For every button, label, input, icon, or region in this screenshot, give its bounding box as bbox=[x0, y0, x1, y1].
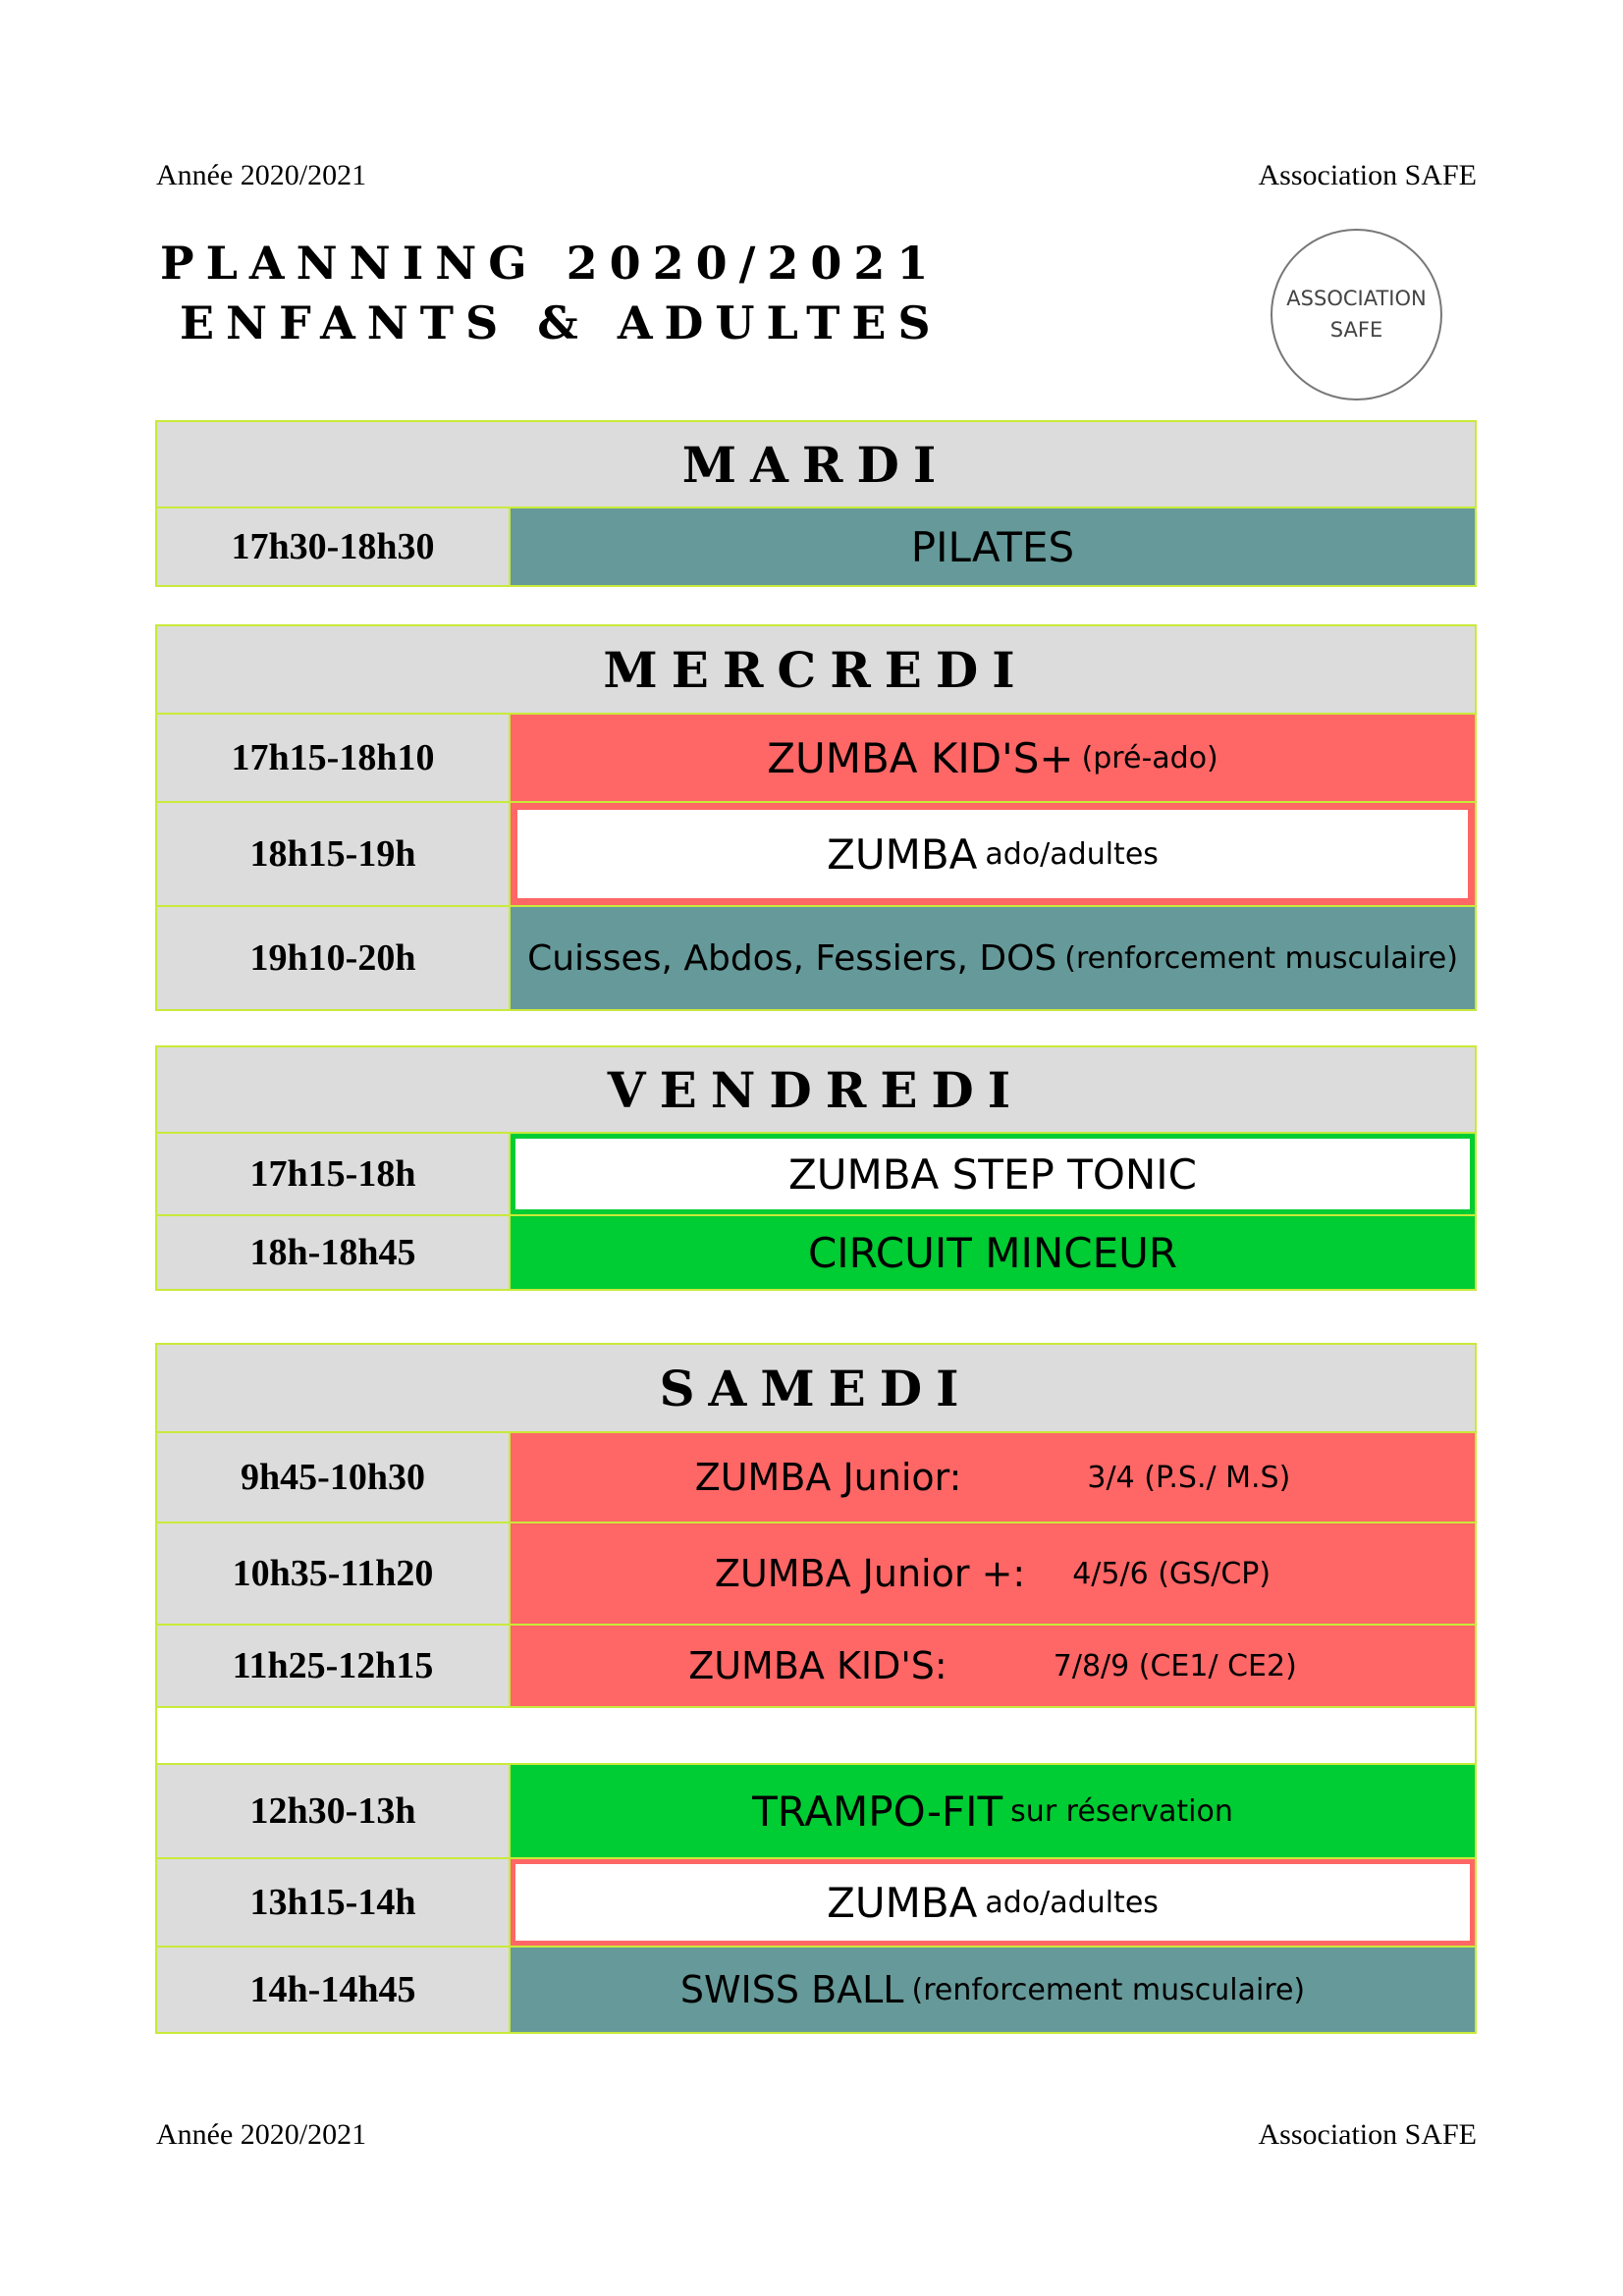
table-row bbox=[157, 1216, 1475, 1289]
activity-cell bbox=[511, 1859, 1475, 1946]
time-cell: 19h10-20h bbox=[157, 907, 511, 1009]
table-row bbox=[157, 803, 1475, 907]
footer-association: Association SAFE bbox=[1258, 2118, 1477, 2151]
table-row bbox=[157, 1523, 1475, 1626]
logo-line1: ASSOCIATION bbox=[1286, 287, 1427, 310]
activity-label: ZUMBA bbox=[827, 829, 978, 879]
table-spacer-row bbox=[157, 1708, 1475, 1765]
table-row bbox=[157, 1765, 1475, 1859]
footer-year: Année 2020/2021 bbox=[156, 2118, 367, 2151]
table-row bbox=[157, 1948, 1475, 2032]
activity-label: ZUMBA Junior: bbox=[694, 1456, 962, 1499]
association-logo bbox=[1271, 229, 1442, 400]
activity-label: CIRCUIT MINCEUR bbox=[807, 1228, 1178, 1277]
activity-note: 3/4 (P.S./ M.S) bbox=[1087, 1460, 1291, 1495]
activity-cell bbox=[511, 907, 1475, 1009]
activity-cell bbox=[511, 715, 1475, 801]
mercredi-table bbox=[155, 624, 1477, 1011]
time-cell: 13h15-14h bbox=[157, 1859, 511, 1946]
activity-cell bbox=[511, 1523, 1475, 1624]
time-cell: 17h15-18h bbox=[157, 1134, 511, 1214]
time-cell: 10h35-11h20 bbox=[157, 1523, 511, 1624]
table-row bbox=[157, 907, 1475, 1009]
activity-label: SWISS BALL bbox=[679, 1968, 904, 2011]
table-row bbox=[157, 508, 1475, 585]
table-row bbox=[157, 1134, 1475, 1216]
samedi-table bbox=[155, 1343, 1477, 2034]
time-cell: 14h-14h45 bbox=[157, 1948, 511, 2032]
activity-note: 4/5/6 (GS/CP) bbox=[1072, 1556, 1271, 1591]
activity-cell bbox=[511, 1134, 1475, 1214]
time-cell: 9h45-10h30 bbox=[157, 1433, 511, 1522]
time-cell: 17h30-18h30 bbox=[157, 508, 511, 585]
time-cell: 18h15-19h bbox=[157, 803, 511, 905]
day-header-mercredi: MERCREDI bbox=[157, 626, 1475, 715]
page-title-line2: ENFANTS & ADULTES bbox=[180, 296, 943, 349]
mardi-table bbox=[155, 420, 1477, 587]
activity-box bbox=[515, 1864, 1470, 1941]
header-year: Année 2020/2021 bbox=[156, 159, 367, 191]
activity-label: ZUMBA Junior +: bbox=[714, 1552, 1026, 1595]
logo-line2: SAFE bbox=[1329, 317, 1383, 342]
table-row bbox=[157, 1433, 1475, 1523]
table-row bbox=[157, 1626, 1475, 1708]
activity-label: PILATES bbox=[910, 522, 1075, 571]
vendredi-table bbox=[155, 1045, 1477, 1291]
table-row bbox=[157, 1859, 1475, 1948]
day-header-mardi: MARDI bbox=[157, 422, 1475, 508]
activity-cell bbox=[511, 803, 1475, 905]
activity-label: ZUMBA KID'S: bbox=[688, 1644, 947, 1687]
activity-note: 7/8/9 (CE1/ CE2) bbox=[1053, 1648, 1297, 1683]
activity-note: (renforcement musculaire) bbox=[1064, 940, 1458, 976]
activity-cell bbox=[511, 1216, 1475, 1289]
activity-label: ZUMBA bbox=[827, 1878, 978, 1927]
time-cell: 12h30-13h bbox=[157, 1765, 511, 1857]
day-header-vendredi: VENDREDI bbox=[157, 1047, 1475, 1134]
activity-cell bbox=[511, 1765, 1475, 1857]
activity-label: ZUMBA STEP TONIC bbox=[787, 1149, 1198, 1199]
activity-label: TRAMPO-FIT bbox=[752, 1787, 1003, 1836]
header-association: Association SAFE bbox=[1258, 159, 1477, 191]
activity-label: Cuisses, Abdos, Fessiers, DOS bbox=[527, 937, 1057, 979]
time-cell: 18h-18h45 bbox=[157, 1216, 511, 1289]
activity-label: ZUMBA KID'S+ bbox=[767, 733, 1074, 782]
day-header-samedi: SAMEDI bbox=[157, 1345, 1475, 1433]
activity-cell bbox=[511, 1626, 1475, 1706]
page-title-line1: PLANNING 2020/2021 bbox=[160, 237, 941, 290]
activity-cell bbox=[511, 1433, 1475, 1522]
time-cell: 11h25-12h15 bbox=[157, 1626, 511, 1706]
time-cell: 17h15-18h10 bbox=[157, 715, 511, 801]
activity-note: ado/adultes bbox=[985, 1885, 1159, 1920]
activity-note: ado/adultes bbox=[985, 836, 1159, 872]
activity-box bbox=[517, 810, 1468, 898]
table-row bbox=[157, 715, 1475, 803]
activity-note: sur réservation bbox=[1010, 1793, 1233, 1829]
activity-note: (pré-ado) bbox=[1081, 740, 1218, 775]
activity-cell bbox=[511, 508, 1475, 585]
activity-note: (renforcement musculaire) bbox=[911, 1972, 1306, 2007]
activity-cell bbox=[511, 1948, 1475, 2032]
